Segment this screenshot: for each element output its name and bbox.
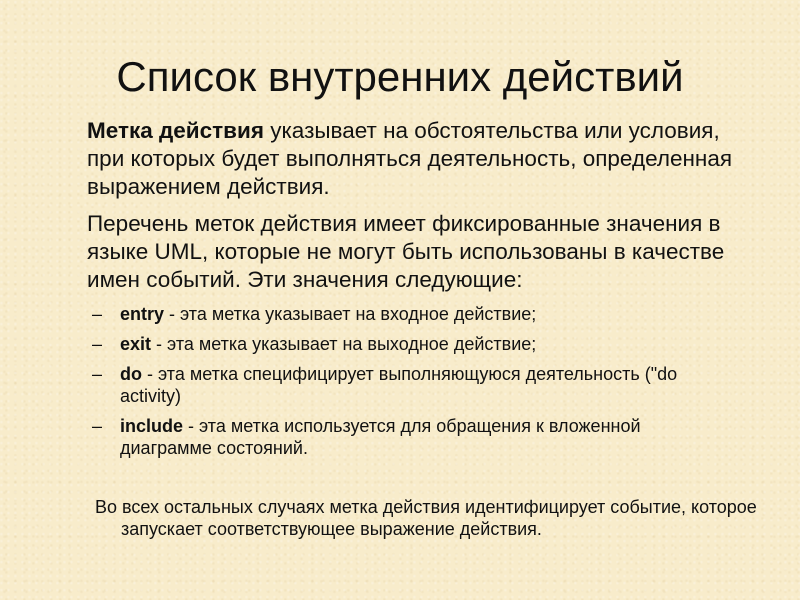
bullet-dash: –	[92, 364, 103, 384]
bullet-dash: –	[92, 334, 103, 354]
bullet-dash: –	[92, 304, 103, 324]
term-include: include	[120, 416, 184, 436]
list-item-text: - эта метка указывает на входное действие;	[164, 304, 537, 324]
slide-content	[87, 117, 757, 467]
list-item-text: - эта метка специфицирует выполняющуюся деятельность ("do activity)	[120, 364, 678, 406]
term-action-label: Метка действия	[87, 118, 264, 143]
list-item-text: - эта метка используется для обращения к вложенной диаграмме состояний.	[120, 416, 641, 458]
term-entry: entry	[120, 304, 165, 324]
label-list	[92, 303, 712, 459]
paragraph-action-label	[87, 117, 757, 201]
paragraph-label-list: Перечень меток действия имеет фиксированные значения в языке UML, которые не могут быть использованы в качестве имен событий. Эти значения следующие:	[87, 211, 725, 292]
list-item-do	[92, 363, 712, 407]
term-exit: exit	[120, 334, 152, 354]
list-item-text: - эта метка указывает на выходное действие;	[151, 334, 537, 354]
list-item-exit	[92, 333, 712, 355]
list-item-include	[92, 415, 712, 459]
slide-title: Список внутренних действий	[116, 53, 684, 100]
closing-paragraph: Во всех остальных случаях метка действия идентифицирует событие, которое запускает соответствующее выражение действия.	[95, 497, 757, 539]
term-do: do	[120, 364, 142, 384]
paragraph-action-label-text: указывает на обстоятельства или условия, при которых будет выполняться деятельность, определенная выражением действия.	[87, 118, 733, 199]
list-item-entry	[92, 303, 712, 325]
bullet-dash: –	[92, 416, 103, 436]
